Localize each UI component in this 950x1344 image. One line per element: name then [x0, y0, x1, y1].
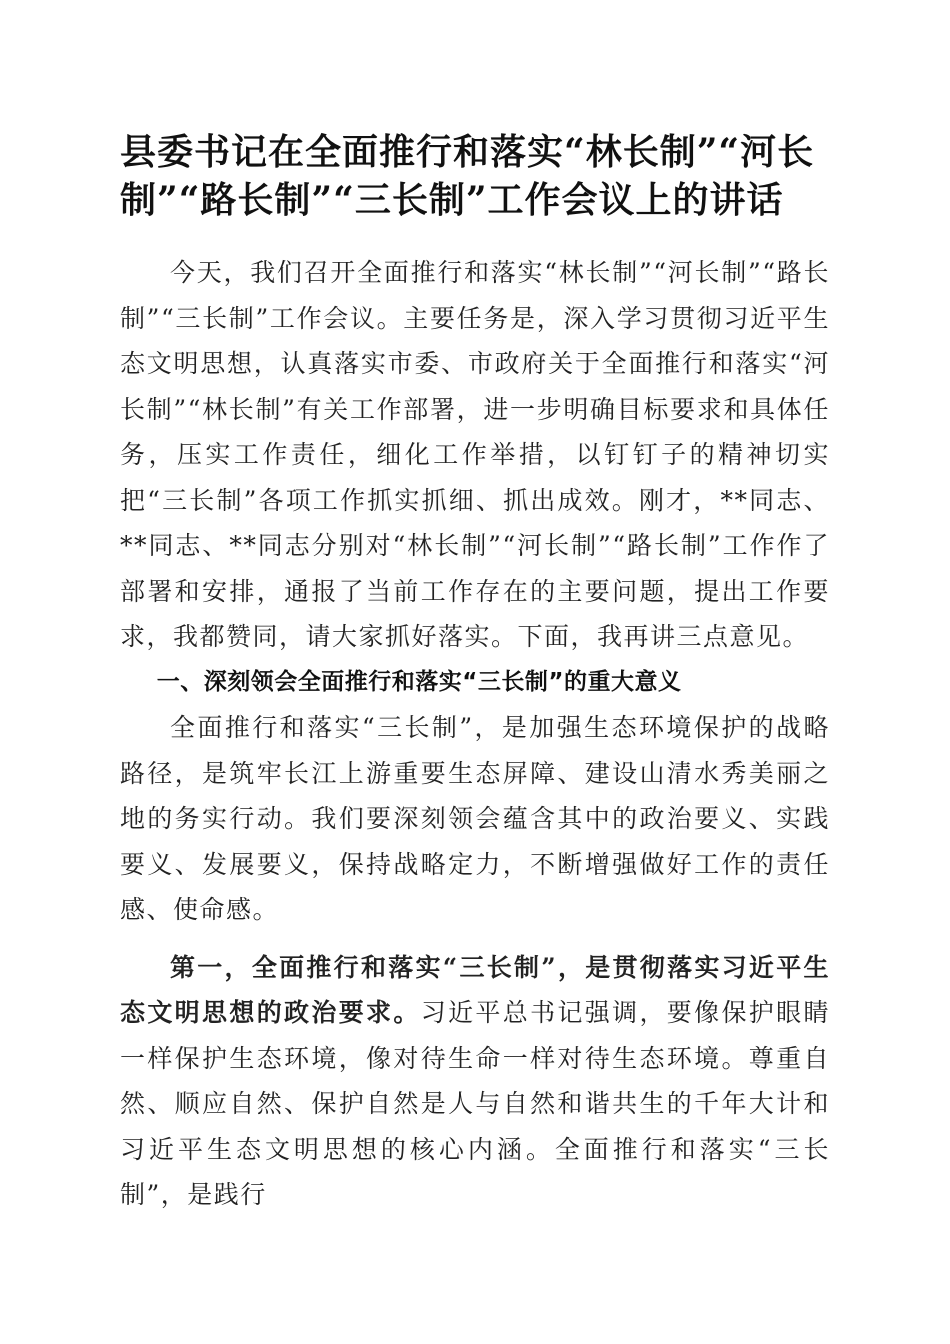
intro-paragraph: 今天，我们召开全面推行和落实“林长制”“河长制”“路长制”“三长制”工作会议。主要任务是，深入学习贯彻习近平生态文明思想，认真落实市委、市政府关于全面推行和落实“河长制”“林长制”有关工作部署，进一步明确目标要求和具体任务，压实工作责任，细化工作举措，以钉钉子的精神切实把“三长制”各项工作抓实抓细、抓出成效。刚才，**同志、**同志、**同志分别对“林长制”“河长制”“路长制”工作作了部署和安排，通报了当前工作存在的主要问题，提出工作要求，我都赞同，请大家抓好落实。下面，我再讲三点意见。 — [120, 258, 830, 651]
document-title: 县委书记在全面推行和落实“林长制”“河长制”“路长制”“三长制”工作会议上的讲话 — [120, 131, 815, 221]
point-1-text: 习近平总书记强调，要像保护眼睛一样保护生态环境，像对待生命一样对待生态环境。尊重自然、顺应自然、保护自然是人与自然和谐共生的千年大计和习近平生态文明思想的核心内涵。全面推行和落实“三长制”，是践行 — [120, 998, 830, 1209]
section-1-paragraph: 全面推行和落实“三长制”，是加强生态环境保护的战略路径，是筑牢长江上游重要生态屏障、建设山清水秀美丽之地的务实行动。我们要深刻领会蕴含其中的政治要义、实践要义、发展要义，保持战略定力，不断增强做好工作的责任感、使命感。 — [120, 713, 830, 924]
document-body — [120, 250, 830, 1218]
point-1-lead: 第一，全面推行和落实“三长制”，是贯彻落实习近平生态文明思想的政治要求。 — [120, 952, 830, 1027]
section-heading-1: 一、深刻领会全面推行和落实“三长制”的重大意义 — [156, 668, 682, 695]
point-1-paragraph — [120, 945, 830, 1218]
